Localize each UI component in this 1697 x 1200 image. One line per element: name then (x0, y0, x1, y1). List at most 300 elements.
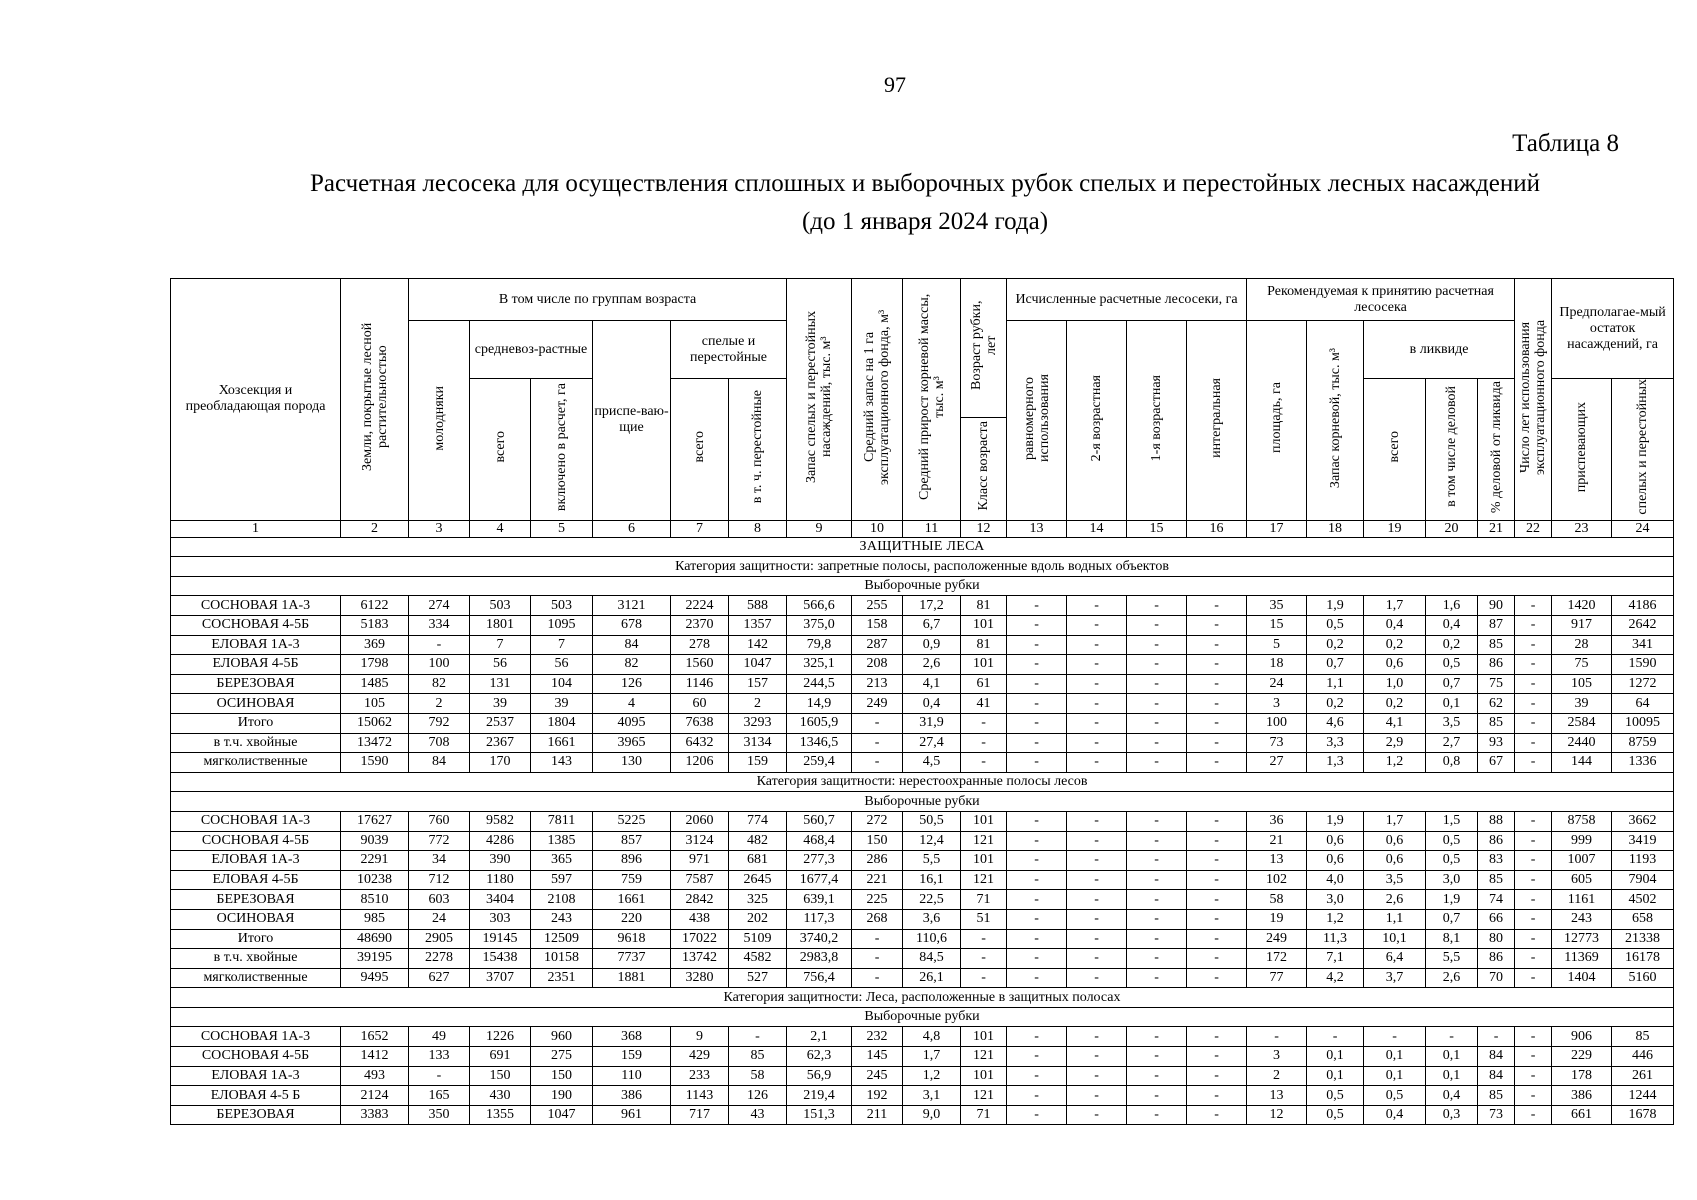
table-cell: 3707 (470, 968, 531, 988)
table-row (171, 655, 1674, 675)
table-cell: 15 (1247, 616, 1307, 636)
row-label: ЕЛОВАЯ 4-5Б (171, 655, 341, 675)
table-cell: 906 (1552, 1027, 1612, 1047)
table-cell: - (1187, 635, 1247, 655)
column-number: 13 (1007, 520, 1067, 537)
table-cell: 0,3 (1426, 1105, 1478, 1125)
table-cell: 12,4 (903, 831, 961, 851)
table-cell: - (1127, 694, 1187, 714)
table-cell: 84 (409, 753, 470, 773)
table-cell: 77 (1247, 968, 1307, 988)
table-cell: 0,2 (1426, 635, 1478, 655)
table-cell: 2224 (671, 596, 729, 616)
table-cell: 1485 (341, 674, 409, 694)
table-row (171, 1066, 1674, 1086)
header-avg-growth: Средний прирост корневой массы, тыс. м³ (903, 279, 961, 521)
category-1-rows (171, 596, 1674, 772)
table-cell: 1,1 (1364, 909, 1426, 929)
header-recommended-cut: Рекомендуемая к принятию расчетная лесосека (1247, 279, 1515, 321)
table-cell: 84 (1478, 1047, 1515, 1067)
table-cell: 603 (409, 890, 470, 910)
row-label: БЕРЕЗОВАЯ (171, 1105, 341, 1125)
table-cell: 41 (961, 694, 1007, 714)
table-cell: 792 (409, 713, 470, 733)
row-label: СОСНОВАЯ 4-5Б (171, 831, 341, 851)
table-cell: 7811 (531, 811, 593, 831)
table-cell: 3,5 (1364, 870, 1426, 890)
table-cell: 0,4 (903, 694, 961, 714)
table-cell: 17627 (341, 811, 409, 831)
table-cell: 1161 (1552, 890, 1612, 910)
table-cell: 2 (729, 694, 787, 714)
header-uniform-use: равномерного использования (1007, 321, 1067, 521)
table-cell: 79,8 (787, 635, 852, 655)
header-remain-mature: спелых и перестойных (1612, 379, 1674, 521)
row-label: ЕЛОВАЯ 4-5 Б (171, 1086, 341, 1106)
table-cell: - (1007, 851, 1067, 871)
table-cell: 1146 (671, 674, 729, 694)
row-label: мягколиственные (171, 968, 341, 988)
table-cell: 0,2 (1364, 694, 1426, 714)
table-cell: 110,6 (903, 929, 961, 949)
table-cell: 1244 (1612, 1086, 1674, 1106)
table-cell: - (1515, 753, 1552, 773)
table-cell: 0,1 (1307, 1066, 1364, 1086)
table-cell: - (1127, 655, 1187, 675)
table-cell: 24 (409, 909, 470, 929)
table-cell: 249 (852, 694, 903, 714)
table-cell: 3293 (729, 713, 787, 733)
table-cell: 14,9 (787, 694, 852, 714)
table-cell: - (1515, 909, 1552, 929)
table-cell: - (1067, 1086, 1127, 1106)
table-cell: - (1067, 811, 1127, 831)
table-cell: 2108 (531, 890, 593, 910)
table-cell: 0,5 (1426, 851, 1478, 871)
table-cell: 60 (671, 694, 729, 714)
table-title (190, 165, 1660, 241)
column-number: 2 (341, 520, 409, 537)
table-cell: 10,1 (1364, 929, 1426, 949)
table-cell: - (1515, 713, 1552, 733)
table-cell: 4,0 (1307, 870, 1364, 890)
table-cell: - (1187, 811, 1247, 831)
table-cell: 3134 (729, 733, 787, 753)
table-cell: 0,5 (1426, 655, 1478, 675)
table-cell: 287 (852, 635, 903, 655)
table-cell: 178 (1552, 1066, 1612, 1086)
table-cell: 3121 (593, 596, 671, 616)
table-cell: 121 (961, 1047, 1007, 1067)
table-cell: - (1515, 694, 1552, 714)
category-2-rows (171, 811, 1674, 987)
table-cell: 144 (1552, 753, 1612, 773)
table-cell: 81 (961, 596, 1007, 616)
table-cell: - (1307, 1027, 1364, 1047)
table-cell: 1357 (729, 616, 787, 636)
table-cell: - (1007, 1086, 1067, 1106)
table-cell: 7904 (1612, 870, 1674, 890)
table-cell: 1404 (1552, 968, 1612, 988)
table-cell: 678 (593, 616, 671, 636)
table-cell: 772 (409, 831, 470, 851)
table-cell: - (1127, 635, 1187, 655)
table-cell: 917 (1552, 616, 1612, 636)
table-row (171, 811, 1674, 831)
table-cell: 66 (1478, 909, 1515, 929)
table-cell: 0,7 (1426, 909, 1478, 929)
table-row (171, 929, 1674, 949)
table-cell: 229 (1552, 1047, 1612, 1067)
table-cell: 896 (593, 851, 671, 871)
table-cell: 1661 (531, 733, 593, 753)
header-mature-total: всего (671, 379, 729, 521)
table-cell: 0,7 (1307, 655, 1364, 675)
table-cell: - (852, 949, 903, 969)
header-remain-maturing: приспевающих (1552, 379, 1612, 521)
table-cell: 774 (729, 811, 787, 831)
header-mature-overmature: спелые и перестойные (671, 321, 787, 379)
table-cell: - (1007, 831, 1067, 851)
table-cell: 19145 (470, 929, 531, 949)
table-cell: 121 (961, 1086, 1007, 1106)
column-number: 16 (1187, 520, 1247, 537)
table-cell: 1346,5 (787, 733, 852, 753)
table-cell: 0,2 (1307, 635, 1364, 655)
table-cell: - (1187, 929, 1247, 949)
row-label: ЕЛОВАЯ 1А-3 (171, 635, 341, 655)
table-cell: - (1067, 831, 1127, 851)
column-number: 11 (903, 520, 961, 537)
table-cell: - (961, 753, 1007, 773)
header-root-stock: Запас корневой, тыс. м³ (1307, 321, 1364, 521)
table-cell: 88 (1478, 811, 1515, 831)
table-cell: 3,5 (1426, 713, 1478, 733)
table-cell: 6,7 (903, 616, 961, 636)
table-cell: 503 (531, 596, 593, 616)
table-cell: 3404 (470, 890, 531, 910)
table-cell: - (1007, 870, 1067, 890)
table-cell: 233 (671, 1066, 729, 1086)
table-cell: 100 (1247, 713, 1307, 733)
header-middle-included: включено в расчет, га (531, 379, 593, 521)
table-cell: 0,1 (1426, 1066, 1478, 1086)
table-cell: 101 (961, 616, 1007, 636)
table-cell: - (1127, 851, 1187, 871)
table-cell: 105 (1552, 674, 1612, 694)
header-calculated-cut: Исчисленные расчетные лесосеки, га (1007, 279, 1247, 321)
table-row (171, 851, 1674, 871)
row-label: в т.ч. хвойные (171, 733, 341, 753)
table-cell: 27 (1247, 753, 1307, 773)
table-cell: - (1007, 753, 1067, 773)
table-cell: - (1127, 713, 1187, 733)
table-cell: 17022 (671, 929, 729, 949)
table-cell: - (1187, 616, 1247, 636)
table-cell: - (1187, 753, 1247, 773)
table-cell: 1,2 (1364, 753, 1426, 773)
table-cell: 325 (729, 890, 787, 910)
table-cell: 26,1 (903, 968, 961, 988)
table-cell: - (1007, 713, 1067, 733)
table-cell: 1801 (470, 616, 531, 636)
table-cell: 605 (1552, 870, 1612, 890)
table-cell: 7587 (671, 870, 729, 890)
table-cell: - (1067, 1027, 1127, 1047)
row-label: СОСНОВАЯ 4-5Б (171, 616, 341, 636)
table-cell: - (852, 733, 903, 753)
row-label: СОСНОВАЯ 1А-3 (171, 811, 341, 831)
table-cell: 0,5 (1426, 831, 1478, 851)
table-cell: 2124 (341, 1086, 409, 1106)
table-cell: 2,6 (903, 655, 961, 675)
table-cell: 85 (729, 1047, 787, 1067)
table-cell: 80 (1478, 929, 1515, 949)
table-cell: - (1007, 1066, 1067, 1086)
column-number: 9 (787, 520, 852, 537)
table-cell: - (1187, 1066, 1247, 1086)
column-number: 5 (531, 520, 593, 537)
table-cell: - (1067, 655, 1127, 675)
table-cell: 220 (593, 909, 671, 929)
table-cell: - (1067, 1105, 1127, 1125)
table-cell: - (1127, 1047, 1187, 1067)
table-cell: 86 (1478, 949, 1515, 969)
table-cell: 145 (852, 1047, 903, 1067)
table-cell: 1143 (671, 1086, 729, 1106)
table-cell: - (1007, 909, 1067, 929)
table-cell: 12 (1247, 1105, 1307, 1125)
table-cell: - (1127, 870, 1187, 890)
table-cell: 4095 (593, 713, 671, 733)
table-cell: 131 (470, 674, 531, 694)
table-cell: 658 (1612, 909, 1674, 929)
header-farm-section: Хозсекция и преобладающая порода (171, 279, 341, 521)
header-business-percent: % деловой от ликвида (1478, 379, 1515, 521)
table-cell: 0,1 (1364, 1047, 1426, 1067)
table-cell: 1047 (729, 655, 787, 675)
table-cell: 9,0 (903, 1105, 961, 1125)
table-cell: 219,4 (787, 1086, 852, 1106)
table-cell: 73 (1247, 733, 1307, 753)
table-cell: 2370 (671, 616, 729, 636)
table-cell: 221 (852, 870, 903, 890)
table-cell: 3383 (341, 1105, 409, 1125)
table-cell: 430 (470, 1086, 531, 1106)
table-cell: - (1127, 929, 1187, 949)
table-cell: 527 (729, 968, 787, 988)
column-number: 10 (852, 520, 903, 537)
table-cell: 11,3 (1307, 929, 1364, 949)
table-cell: 2,9 (1364, 733, 1426, 753)
table-cell: 93 (1478, 733, 1515, 753)
table-cell: 39 (531, 694, 593, 714)
table-cell: 211 (852, 1105, 903, 1125)
table-cell: - (1007, 655, 1067, 675)
table-cell: 1,7 (903, 1047, 961, 1067)
table-cell: - (1067, 968, 1127, 988)
table-cell: 2584 (1552, 713, 1612, 733)
table-cell: - (1187, 890, 1247, 910)
table-cell: - (409, 635, 470, 655)
table-cell: - (1007, 929, 1067, 949)
table-cell: 101 (961, 811, 1007, 831)
table-cell: 438 (671, 909, 729, 929)
table-cell: 3,7 (1364, 968, 1426, 988)
table-cell: 7638 (671, 713, 729, 733)
table-cell: 1385 (531, 831, 593, 851)
table-cell: - (1067, 1047, 1127, 1067)
table-cell: 151,3 (787, 1105, 852, 1125)
table-cell: 4286 (470, 831, 531, 851)
table-cell: - (1426, 1027, 1478, 1047)
table-cell: - (1515, 851, 1552, 871)
table-cell: 39 (470, 694, 531, 714)
table-cell: 4,1 (1364, 713, 1426, 733)
table-cell: 1661 (593, 890, 671, 910)
table-cell: 274 (409, 596, 470, 616)
table-cell: 303 (470, 909, 531, 929)
table-cell: - (1127, 596, 1187, 616)
table-cell: 90 (1478, 596, 1515, 616)
table-cell: 43 (729, 1105, 787, 1125)
table-cell: - (852, 929, 903, 949)
table-cell: - (1007, 694, 1067, 714)
table-row (171, 1047, 1674, 1067)
table-cell: 157 (729, 674, 787, 694)
table-cell: - (1067, 1066, 1127, 1086)
table-cell: 75 (1478, 674, 1515, 694)
table-cell: 21338 (1612, 929, 1674, 949)
table-cell: 3,1 (903, 1086, 961, 1106)
table-cell: - (1187, 831, 1247, 851)
header-liquid-total: всего (1364, 379, 1426, 521)
table-cell: 5183 (341, 616, 409, 636)
table-cell: 759 (593, 870, 671, 890)
table-cell: 760 (409, 811, 470, 831)
table-cell: 101 (961, 851, 1007, 871)
header-area: площадь, га (1247, 321, 1307, 521)
table-cell: 56,9 (787, 1066, 852, 1086)
table-cell: 429 (671, 1047, 729, 1067)
table-cell: 9495 (341, 968, 409, 988)
table-cell: 4,6 (1307, 713, 1364, 733)
table-cell: - (1127, 753, 1187, 773)
table-cell: 64 (1612, 694, 1674, 714)
table-cell: - (1187, 968, 1247, 988)
category-heading: Категория защитности: Леса, расположенные в защитных полосах (171, 988, 1674, 1008)
table-cell: 58 (729, 1066, 787, 1086)
table-cell: 0,6 (1364, 655, 1426, 675)
table-cell: 67 (1478, 753, 1515, 773)
table-cell: - (1067, 733, 1127, 753)
table-cell: 9 (671, 1027, 729, 1047)
table-cell: 34 (409, 851, 470, 871)
table-cell: 3740,2 (787, 929, 852, 949)
table-cell: 1,3 (1307, 753, 1364, 773)
table-cell: 1180 (470, 870, 531, 890)
table-cell: 110 (593, 1066, 671, 1086)
table-cell: 18 (1247, 655, 1307, 675)
table-cell: 1590 (1612, 655, 1674, 675)
table-cell: - (852, 713, 903, 733)
table-cell: 639,1 (787, 890, 852, 910)
table-cell: 85 (1612, 1027, 1674, 1047)
table-cell: 15438 (470, 949, 531, 969)
table-cell: 375,0 (787, 616, 852, 636)
table-cell: - (1515, 616, 1552, 636)
table-cell: 6122 (341, 596, 409, 616)
table-cell: - (729, 1027, 787, 1047)
table-cell: 10238 (341, 870, 409, 890)
table-cell: 100 (409, 655, 470, 675)
table-cell: 0,1 (1426, 1047, 1478, 1067)
title-line-1: Расчетная лесосека для осуществления сплошных и выборочных рубок спелых и перестойных лесных насаждений (309, 170, 1541, 197)
table-cell: 493 (341, 1066, 409, 1086)
table-cell: 2 (1247, 1066, 1307, 1086)
header-expected-remainder: Предполагае-мый остаток насаждений, га (1552, 279, 1674, 379)
cutting-type-heading: Выборочные рубки (171, 1007, 1674, 1027)
table-cell: 0,5 (1307, 1086, 1364, 1106)
row-label: ОСИНОВАЯ (171, 694, 341, 714)
table-cell: - (1007, 890, 1067, 910)
table-cell: 16,1 (903, 870, 961, 890)
column-number: 24 (1612, 520, 1674, 537)
table-cell: 2642 (1612, 616, 1674, 636)
table-cell: 3 (1247, 694, 1307, 714)
table-cell: 691 (470, 1047, 531, 1067)
table-cell: 105 (341, 694, 409, 714)
table-cell: 961 (593, 1105, 671, 1125)
row-label: в т.ч. хвойные (171, 949, 341, 969)
table-cell: 1193 (1612, 851, 1674, 871)
table-cell: 130 (593, 753, 671, 773)
table-cell: - (1187, 1047, 1247, 1067)
table-cell: 3280 (671, 968, 729, 988)
table-cell: - (1067, 596, 1127, 616)
table-cell: 277,3 (787, 851, 852, 871)
table-cell: 681 (729, 851, 787, 871)
section-protective-forests: ЗАЩИТНЫЕ ЛЕСА (171, 537, 1674, 557)
table-cell: 13742 (671, 949, 729, 969)
table-cell: - (1515, 655, 1552, 675)
table-cell: 4,8 (903, 1027, 961, 1047)
table-cell: 1,9 (1426, 890, 1478, 910)
table-cell: 101 (961, 1027, 1007, 1047)
table-cell: - (1067, 851, 1127, 871)
header-second-age: 2-я возрастная (1067, 321, 1127, 521)
table-cell: - (1478, 1027, 1515, 1047)
table-cell: 286 (852, 851, 903, 871)
table-cell: 1678 (1612, 1105, 1674, 1125)
table-cell: 158 (852, 616, 903, 636)
table-cell: 56 (470, 655, 531, 675)
table-cell: - (409, 1066, 470, 1086)
table-cell: 117,3 (787, 909, 852, 929)
header-in-liquid: в ликвиде (1364, 321, 1515, 379)
table-cell: - (1247, 1027, 1307, 1047)
table-cell: - (1515, 674, 1552, 694)
table-cell: 2645 (729, 870, 787, 890)
table-cell: - (1007, 968, 1067, 988)
table-cell: 4,5 (903, 753, 961, 773)
row-label: СОСНОВАЯ 1А-3 (171, 596, 341, 616)
table-cell: 386 (593, 1086, 671, 1106)
table-cell: - (1187, 949, 1247, 969)
table-cell: 0,7 (1426, 674, 1478, 694)
column-number: 17 (1247, 520, 1307, 537)
table-cell: 1,0 (1364, 674, 1426, 694)
